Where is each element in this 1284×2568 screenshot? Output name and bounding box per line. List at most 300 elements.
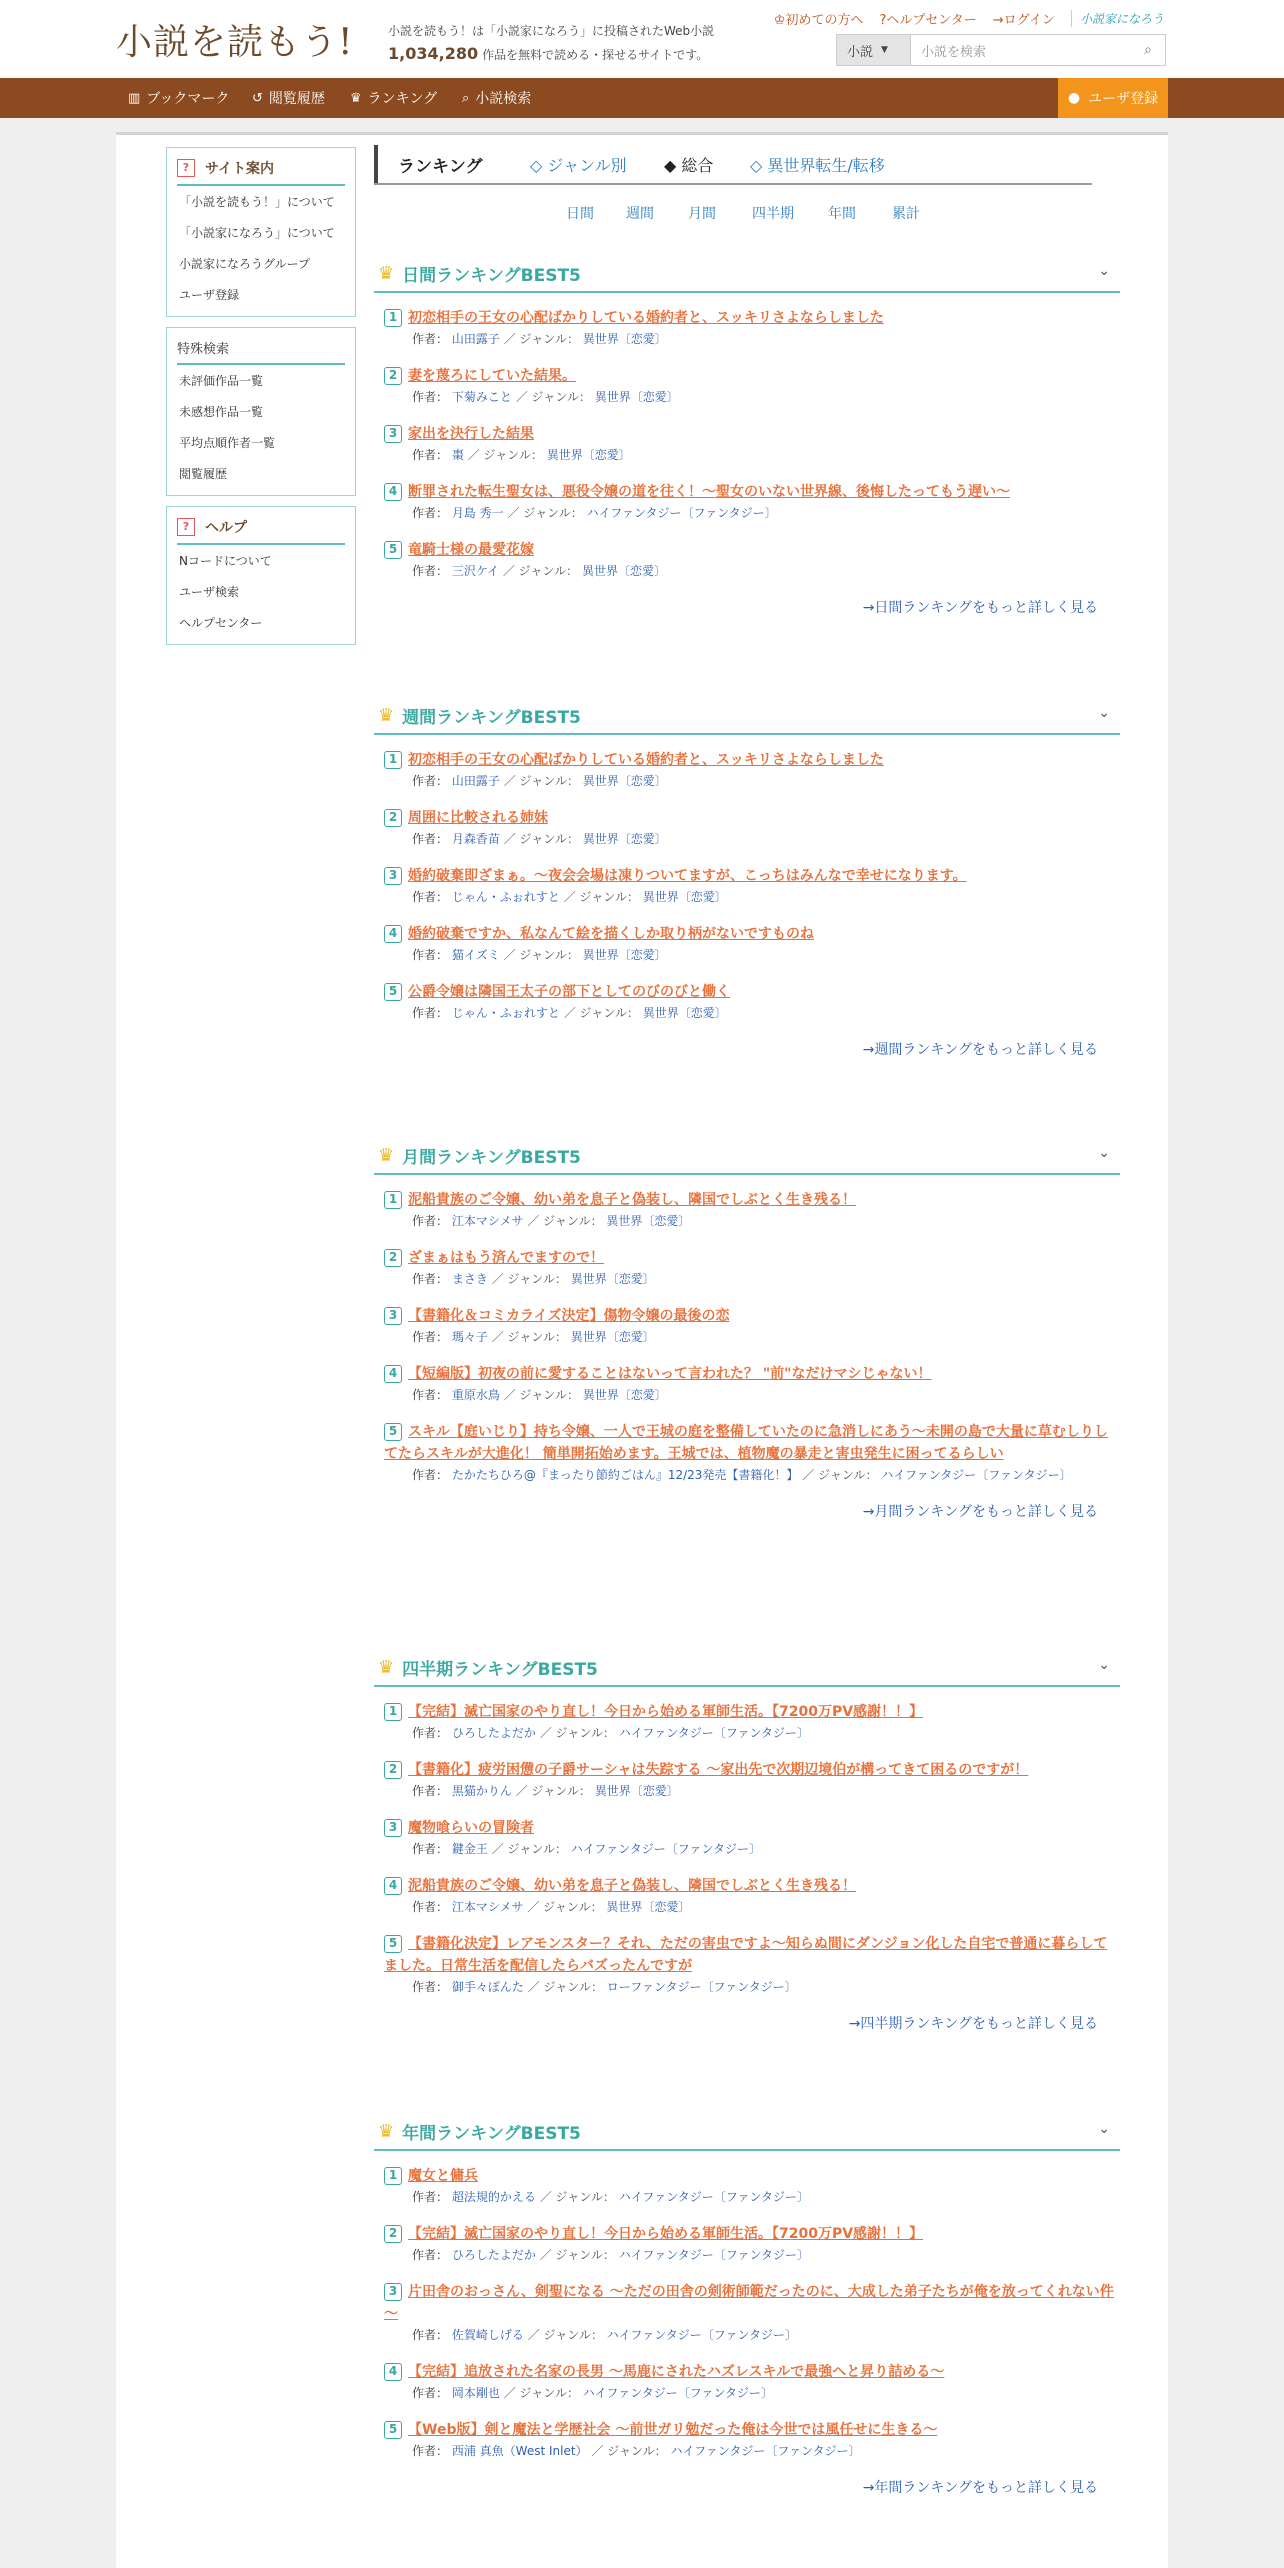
ranking-list	[374, 2165, 1120, 2461]
genre-link[interactable]: ハイファンタジー〔ファンタジー〕	[606, 2328, 797, 2342]
content-area	[116, 132, 1168, 2568]
ranking-list	[374, 307, 1120, 581]
work-title-link[interactable]	[374, 1189, 1120, 1211]
work-title-link[interactable]	[374, 2223, 1120, 2245]
work-title: 断罪された転生聖女は、悪役令嬢の道を往く！～聖女のいない世界線、後悔したってもう遅い～	[408, 484, 1010, 500]
nav-ranking-label: ランキング	[367, 91, 438, 107]
sidebar-item-user-search[interactable]: ユーザ検索	[179, 585, 240, 599]
author-label: 作者：	[412, 890, 449, 904]
help-heading	[177, 513, 345, 545]
rank-number-badge: 4	[384, 2363, 402, 2381]
work-meta	[374, 1839, 1120, 1859]
author-link[interactable]: 猫イズミ	[451, 948, 500, 962]
genre-label: ／ ジャンル：	[502, 564, 579, 578]
author-label: 作者：	[412, 448, 449, 462]
crown-icon: ♛	[378, 1656, 395, 1678]
author-label: 作者：	[412, 564, 449, 578]
genre-link[interactable]: 異世界〔恋愛〕	[582, 948, 667, 962]
genre-label: ／ ジャンル：	[467, 448, 543, 462]
site-guide-title: サイト案内	[205, 161, 275, 177]
work-count: 1,034,280	[388, 44, 479, 63]
genre-link[interactable]: ハイファンタジー〔ファンタジー〕	[570, 1842, 761, 1856]
work-meta	[374, 1897, 1120, 1917]
rank-number-badge: 2	[384, 809, 402, 827]
period-weekly[interactable]: 週間	[626, 206, 654, 222]
section-title: 四半期ランキングBEST5	[402, 1659, 598, 1680]
genre-link[interactable]: 異世界〔恋愛〕	[582, 832, 667, 846]
rank-number-badge: 3	[384, 425, 402, 443]
section-header[interactable]	[374, 2113, 1120, 2151]
sidebar	[166, 147, 356, 655]
ranking-entry	[374, 365, 1120, 407]
work-meta	[374, 2325, 1120, 2345]
search-icon: ⌕	[462, 90, 470, 106]
rank-number-badge: 1	[384, 1191, 402, 1209]
work-title: 【書籍化決定】レアモンスター？それ、ただの害虫ですよ～知らぬ間にダンジョン化した自宅で普通に暮らしてました。日常生活を配信したらバズったんですが	[384, 1936, 1108, 1974]
rank-number-badge: 1	[384, 2167, 402, 2185]
rank-number-badge: 1	[384, 751, 402, 769]
ranking-entry	[374, 1421, 1120, 1485]
author-label: 作者：	[412, 2444, 449, 2458]
ranking-section-weekly	[374, 697, 1120, 1059]
work-title-link[interactable]	[374, 2419, 1120, 2441]
section-header[interactable]	[374, 697, 1120, 735]
crown-icon: ♛	[378, 2120, 395, 2142]
genre-link[interactable]: ハイファンタジー〔ファンタジー〕	[586, 506, 777, 520]
section-header[interactable]	[374, 1137, 1120, 1175]
rank-number-badge: 3	[384, 867, 402, 885]
tab-isekai[interactable]: ◇ 異世界転生/転移	[750, 155, 885, 175]
ranking-entry	[374, 1933, 1120, 1997]
user-icon: ●	[1067, 90, 1081, 106]
genre-link[interactable]: 異世界〔恋愛〕	[581, 564, 666, 578]
section-header[interactable]	[374, 255, 1120, 293]
ranking-entry	[374, 481, 1120, 523]
top-links	[774, 9, 1164, 28]
author-link[interactable]: ひろしたよだか	[451, 1726, 536, 1740]
rank-number-badge: 2	[384, 2225, 402, 2243]
rank-number-badge: 3	[384, 1819, 402, 1837]
work-meta	[374, 771, 1120, 791]
ranking-list	[374, 749, 1120, 1023]
genre-link[interactable]: 異世界〔恋愛〕	[582, 332, 667, 346]
period-yearly[interactable]: 年間	[828, 206, 856, 222]
work-title-link[interactable]	[374, 1875, 1120, 1897]
work-title-link[interactable]	[374, 539, 1120, 561]
narou-brand-link[interactable]: 小説家になろう	[1071, 10, 1164, 27]
author-link[interactable]: 江本マシメサ	[451, 1214, 524, 1228]
ranking-entry	[374, 981, 1120, 1023]
ranking-entry	[374, 1363, 1120, 1405]
author-link[interactable]: じゃん・ふぉれすと	[451, 890, 560, 904]
site-guide-heading	[177, 154, 345, 186]
author-label: 作者：	[412, 1468, 449, 1482]
search-type-value: 小説	[847, 44, 874, 60]
rank-number-badge: 3	[384, 2283, 402, 2301]
author-link[interactable]: まさき	[451, 1272, 488, 1286]
nav-bookmark-label: ブックマーク	[146, 91, 230, 107]
work-title: 泥船貴族のご令嬢、幼い弟を息子と偽装し、隣国でしぶとく生き残る！	[408, 1192, 856, 1208]
author-label: 作者：	[412, 1214, 449, 1228]
search-type-select[interactable]	[837, 35, 911, 65]
author-label: 作者：	[412, 506, 449, 520]
author-link[interactable]: 下菊みこと	[451, 390, 512, 404]
work-title: ざまぁはもう済んでますので！	[408, 1250, 604, 1266]
author-link[interactable]: 超法規的かえる	[451, 2190, 536, 2204]
ranking-section-quarterly	[374, 1649, 1120, 2033]
work-meta	[374, 1465, 1120, 1485]
work-title: 【書籍化＆コミカライズ決定】傷物令嬢の最後の恋	[408, 1308, 730, 1324]
ranking-entry	[374, 2223, 1120, 2265]
genre-link[interactable]: 異世界〔恋愛〕	[582, 774, 667, 788]
nav-history-label: 閲覧履歴	[268, 91, 325, 107]
crown-icon: ♛	[378, 262, 395, 284]
author-link[interactable]: 西浦 真魚（West Inlet）	[451, 2444, 588, 2458]
genre-link[interactable]: 異世界〔恋愛〕	[582, 1388, 667, 1402]
crown-icon: ♛	[350, 90, 362, 106]
rank-number-badge: 1	[384, 1703, 402, 1721]
author-label: 作者：	[412, 2386, 449, 2400]
chevron-down-icon: ▼	[881, 45, 888, 55]
chevron-down-icon[interactable]: ⌄	[1098, 1145, 1110, 1161]
question-icon: ?	[177, 518, 195, 536]
genre-label: ／ ジャンル：	[527, 2328, 603, 2342]
author-link[interactable]: 瑪々子	[451, 1330, 488, 1344]
sidebar-item-help-center[interactable]: ヘルプセンター	[179, 616, 263, 630]
work-meta	[374, 1269, 1120, 1289]
author-link[interactable]: たかたちひろ@『まったり節約ごはん』12/23発売【書籍化！】	[451, 1468, 799, 1482]
user-register-button[interactable]	[1058, 78, 1168, 118]
work-title-link[interactable]	[374, 1933, 1120, 1977]
sidebar-item-unrated[interactable]: 未評価作品一覧	[179, 374, 264, 388]
help-center-link[interactable]	[879, 9, 976, 28]
work-title: 泥船貴族のご令嬢、幼い弟を息子と偽装し、隣国でしぶとく生き残る！	[408, 1878, 856, 1894]
beginner-icon: ♔	[773, 13, 786, 28]
author-label: 作者：	[412, 2190, 449, 2204]
help-title: ヘルプ	[205, 520, 247, 536]
author-link[interactable]: ひろしたよだか	[451, 2248, 536, 2262]
genre-link[interactable]: 異世界〔恋愛〕	[642, 1006, 727, 1020]
work-title: 家出を決行した結果	[408, 426, 534, 442]
more-ranking-link[interactable]: →日間ランキングをもっと詳しく見る	[862, 600, 1098, 616]
work-title: 周囲に比較される姉妹	[408, 810, 548, 826]
genre-label: ／ ジャンル：	[591, 2444, 667, 2458]
author-label: 作者：	[412, 774, 449, 788]
work-title-link[interactable]	[374, 981, 1120, 1003]
author-label: 作者：	[412, 1980, 449, 1994]
chevron-down-icon[interactable]: ⌄	[1098, 705, 1110, 721]
section-title: 年間ランキングBEST5	[402, 2123, 581, 2144]
genre-link[interactable]: ハイファンタジー〔ファンタジー〕	[670, 2444, 861, 2458]
genre-link[interactable]: 異世界〔恋愛〕	[642, 890, 727, 904]
sidebar-item-about-yomou[interactable]: 「小説を読もう！」について	[179, 195, 335, 209]
ranking-entry	[374, 1247, 1120, 1289]
author-label: 作者：	[412, 1006, 449, 1020]
ranking-tabs	[374, 145, 1092, 185]
genre-link[interactable]: ハイファンタジー〔ファンタジー〕	[582, 2386, 773, 2400]
genre-label: ／ ジャンル：	[503, 774, 579, 788]
work-meta	[374, 1781, 1120, 1801]
rank-number-badge: 5	[384, 2421, 402, 2439]
rank-number-badge: 1	[384, 309, 402, 327]
genre-link[interactable]: 異世界〔恋愛〕	[606, 1900, 691, 1914]
sidebar-item-about-narou[interactable]: 「小説家になろう」について	[179, 226, 335, 240]
period-monthly[interactable]: 月間	[688, 206, 716, 222]
genre-label: ／ ジャンル：	[503, 832, 579, 846]
author-link[interactable]: じゃん・ふぉれすと	[451, 1006, 560, 1020]
login-link[interactable]	[993, 9, 1055, 28]
user-register-label: ユーザ登録	[1088, 91, 1159, 107]
author-label: 作者：	[412, 1272, 449, 1286]
tab-genre[interactable]: ◇ ジャンル別	[530, 155, 627, 175]
genre-label: ／ ジャンル：	[563, 1006, 639, 1020]
work-meta	[374, 887, 1120, 907]
rank-number-badge: 4	[384, 483, 402, 501]
ranking-list	[374, 1189, 1120, 1485]
work-title-link[interactable]	[374, 865, 1120, 887]
author-label: 作者：	[412, 2248, 449, 2262]
work-title: 婚約破棄即ざまぁ。～夜会会場は凍りついてますが、こっちはみんなで幸せになります。	[408, 868, 967, 884]
genre-label: ／ ジャンル：	[491, 1842, 567, 1856]
work-count-line	[388, 44, 708, 63]
ranking-entry	[374, 1875, 1120, 1917]
work-meta	[374, 2245, 1120, 2265]
genre-link[interactable]: ハイファンタジー〔ファンタジー〕	[881, 1468, 1072, 1482]
history-icon: ↺	[252, 90, 263, 106]
work-meta	[374, 329, 1120, 349]
more-ranking-link[interactable]: →週間ランキングをもっと詳しく見る	[862, 1042, 1098, 1058]
sidebar-item-register[interactable]: ユーザ登録	[179, 288, 240, 302]
work-title: 公爵令嬢は隣国王太子の部下としてのびのびと働く	[408, 984, 730, 1000]
genre-label: ／ ジャンル：	[539, 1726, 615, 1740]
work-title-link[interactable]	[374, 749, 1120, 771]
genre-label: ／ ジャンル：	[527, 1980, 603, 1994]
author-link[interactable]: 岡本剛也	[451, 2386, 500, 2400]
site-guide-box	[166, 147, 356, 317]
work-title-link[interactable]	[374, 2361, 1120, 2383]
author-link[interactable]: 三沢ケイ	[451, 564, 500, 578]
work-title-link[interactable]	[374, 1247, 1120, 1269]
section-title: 月間ランキングBEST5	[402, 1147, 581, 1168]
ranking-entry	[374, 2419, 1120, 2461]
work-meta	[374, 1977, 1120, 1997]
author-label: 作者：	[412, 1330, 449, 1344]
genre-label: ／ ジャンル：	[503, 2386, 579, 2400]
section-title: 週間ランキングBEST5	[402, 707, 581, 728]
special-search-heading: 特殊検索	[177, 334, 345, 365]
work-title-link[interactable]	[374, 307, 1120, 329]
nav-history[interactable]	[252, 78, 325, 118]
work-meta	[374, 503, 1120, 523]
site-logo[interactable]: 小説を読もう!	[116, 22, 354, 63]
bookmark-icon: ▥	[128, 90, 141, 106]
more-ranking-link[interactable]: →四半期ランキングをもっと詳しく見る	[848, 2016, 1098, 2032]
genre-label: ／ ジャンル：	[503, 948, 579, 962]
work-title-link[interactable]	[374, 481, 1120, 503]
work-meta	[374, 445, 1120, 465]
search-button[interactable]	[1131, 35, 1165, 65]
genre-label: ／ ジャンル：	[507, 506, 583, 520]
work-meta	[374, 1327, 1120, 1347]
work-title: 片田舎のおっさん、剣聖になる ～ただの田舎の剣術師範だったのに、大成した弟子たちが俺を放ってくれない件～	[384, 2284, 1114, 2322]
login-label: ログイン	[1003, 13, 1055, 28]
author-link[interactable]: 御手々ぽんた	[451, 1980, 524, 1994]
work-title-link[interactable]	[374, 1421, 1120, 1465]
work-count-suffix: 作品を無料で読める・探せるサイトです。	[482, 48, 709, 62]
work-title-link[interactable]	[374, 365, 1120, 387]
nav-bookmark[interactable]	[128, 78, 229, 118]
sidebar-item-history[interactable]: 閲覧履歴	[179, 467, 228, 481]
genre-link[interactable]: ハイファンタジー〔ファンタジー〕	[618, 2248, 809, 2262]
work-title-link[interactable]	[374, 923, 1120, 945]
period-daily[interactable]: 日間	[566, 206, 594, 222]
special-search-box	[166, 327, 356, 496]
search-bar	[836, 34, 1166, 66]
genre-label: ／ ジャンル：	[802, 1468, 878, 1482]
work-title: 竜騎士様の最愛花嫁	[408, 542, 534, 558]
author-link[interactable]: 月森香苗	[451, 832, 500, 846]
genre-link[interactable]: 異世界〔恋愛〕	[570, 1272, 655, 1286]
login-icon: →	[992, 13, 1004, 28]
genre-label: ／ ジャンル：	[515, 390, 591, 404]
nav-search[interactable]	[462, 78, 531, 118]
author-link[interactable]: 重原水鳥	[451, 1388, 500, 1402]
work-meta	[374, 2383, 1120, 2403]
question-icon: ?	[879, 13, 887, 28]
author-link[interactable]: 鍵金王	[451, 1842, 488, 1856]
genre-link[interactable]: ハイファンタジー〔ファンタジー〕	[618, 1726, 809, 1740]
work-title: 【完結】滅亡国家のやり直し！今日から始める軍師生活。【7200万PV感謝！！】	[408, 2226, 924, 2242]
work-title-link[interactable]	[374, 2165, 1120, 2187]
site-header	[0, 0, 1284, 78]
ranking-section-yearly	[374, 2113, 1120, 2497]
sidebar-item-no-review[interactable]: 未感想作品一覧	[179, 405, 264, 419]
ranking-entry	[374, 749, 1120, 791]
work-title-link[interactable]	[374, 2281, 1120, 2325]
ranking-section-daily	[374, 255, 1120, 617]
ranking-entry	[374, 539, 1120, 581]
work-title-link[interactable]	[374, 1817, 1120, 1839]
author-link[interactable]: 山田露子	[451, 774, 500, 788]
rank-number-badge: 4	[384, 1365, 402, 1383]
ranking-entry	[374, 865, 1120, 907]
genre-link[interactable]: 異世界〔恋愛〕	[570, 1330, 655, 1344]
rank-number-badge: 5	[384, 983, 402, 1001]
search-icon: ⌕	[1144, 42, 1152, 58]
work-meta	[374, 1385, 1120, 1405]
author-label: 作者：	[412, 1726, 449, 1740]
rank-number-badge: 5	[384, 1423, 402, 1441]
ranking-heading: ランキング	[374, 145, 483, 183]
genre-link[interactable]: ローファンタジー〔ファンタジー〕	[606, 1980, 797, 1994]
work-meta	[374, 2187, 1120, 2207]
work-title: 初恋相手の王女の心配ばかりしている婚約者と、スッキリさよならしました	[408, 310, 884, 326]
rank-number-badge: 3	[384, 1307, 402, 1325]
genre-label: ／ ジャンル：	[503, 1388, 579, 1402]
work-meta	[374, 829, 1120, 849]
genre-link[interactable]: 異世界〔恋愛〕	[594, 390, 679, 404]
author-link[interactable]: 黒猫かりん	[451, 1784, 512, 1798]
author-link[interactable]: 佐賀崎しげる	[451, 2328, 524, 2342]
author-label: 作者：	[412, 948, 449, 962]
author-label: 作者：	[412, 1388, 449, 1402]
section-header[interactable]	[374, 1649, 1120, 1687]
genre-label: ／ ジャンル：	[527, 1214, 603, 1228]
nav-ranking[interactable]	[350, 78, 437, 118]
genre-link[interactable]: 異世界〔恋愛〕	[594, 1784, 679, 1798]
section-title: 日間ランキングBEST5	[402, 265, 581, 286]
author-link[interactable]: 江本マシメサ	[451, 1900, 524, 1914]
rank-number-badge: 2	[384, 1761, 402, 1779]
genre-label: ／ ジャンル：	[491, 1330, 567, 1344]
author-link[interactable]: 月島 秀一	[451, 506, 504, 520]
main-nav	[0, 78, 1284, 118]
search-input[interactable]: 小説を検索	[921, 44, 987, 60]
chevron-down-icon[interactable]: ⌄	[1098, 2121, 1110, 2137]
ranking-entry	[374, 1305, 1120, 1347]
ranking-entry	[374, 1189, 1120, 1231]
genre-link[interactable]: 異世界〔恋愛〕	[546, 448, 631, 462]
ranking-entry	[374, 1701, 1120, 1743]
first-time-label: 初めての方へ	[785, 13, 864, 28]
crown-icon: ♛	[378, 704, 395, 726]
work-title: スキル【庭いじり】持ち令嬢、一人で王城の庭を整備していたのに急消しにあう～未開の島で大量に草むしりしてたらスキルが大進化！ 簡単開拓始めます。王城では、植物魔の暴走と害虫発生に困ってるらしい	[384, 1424, 1108, 1462]
question-icon: ?	[177, 159, 195, 177]
tab-overall[interactable]: ◆ 総合	[664, 155, 714, 175]
work-title: 魔女と傭兵	[408, 2168, 478, 2184]
work-title-link[interactable]	[374, 423, 1120, 445]
ranking-section-monthly	[374, 1137, 1120, 1521]
chevron-down-icon[interactable]: ⌄	[1098, 263, 1110, 279]
ranking-entry	[374, 423, 1120, 465]
author-label: 作者：	[412, 390, 449, 404]
rank-number-badge: 5	[384, 1935, 402, 1953]
rank-number-badge: 5	[384, 541, 402, 559]
work-meta	[374, 1211, 1120, 1231]
period-total[interactable]: 累計	[892, 206, 920, 222]
genre-link[interactable]: 異世界〔恋愛〕	[606, 1214, 691, 1228]
sidebar-item-ncode[interactable]: Nコードについて	[179, 554, 272, 568]
genre-link[interactable]: ハイファンタジー〔ファンタジー〕	[618, 2190, 809, 2204]
sidebar-item-avg-authors[interactable]: 平均点順作者一覧	[179, 436, 276, 450]
sidebar-item-group[interactable]: 小説家になろうグループ	[179, 257, 311, 271]
work-meta	[374, 945, 1120, 965]
work-meta	[374, 1003, 1120, 1023]
first-time-link[interactable]	[774, 9, 864, 28]
chevron-down-icon[interactable]: ⌄	[1098, 1657, 1110, 1673]
work-title-link[interactable]	[374, 1701, 1120, 1723]
author-label: 作者：	[412, 332, 449, 346]
genre-label: ／ ジャンル：	[491, 1272, 567, 1286]
work-title: 【Web版】剣と魔法と学歴社会 ～前世ガリ勉だった俺は今世では風任せに生きる～	[408, 2422, 938, 2438]
more-ranking-link[interactable]: →月間ランキングをもっと詳しく見る	[862, 1504, 1098, 1520]
author-link[interactable]: 棗	[451, 448, 464, 462]
work-title-link[interactable]	[374, 1305, 1120, 1327]
work-meta	[374, 2441, 1120, 2461]
author-label: 作者：	[412, 832, 449, 846]
work-title: 婚約破棄ですか、私なんて絵を描くしか取り柄がないですものね	[408, 926, 814, 942]
work-title-link[interactable]	[374, 807, 1120, 829]
work-title: 【完結】追放された名家の長男 ～馬鹿にされたハズレスキルで最強へと昇り詰める～	[408, 2364, 945, 2380]
work-title-link[interactable]	[374, 1363, 1120, 1385]
ranking-entry	[374, 807, 1120, 849]
work-title-link[interactable]	[374, 1759, 1120, 1781]
ranking-entry	[374, 1817, 1120, 1859]
author-label: 作者：	[412, 1784, 449, 1798]
author-link[interactable]: 山田露子	[451, 332, 500, 346]
period-quarterly[interactable]: 四半期	[752, 206, 794, 222]
more-ranking-link[interactable]: →年間ランキングをもっと詳しく見る	[862, 2480, 1098, 2496]
